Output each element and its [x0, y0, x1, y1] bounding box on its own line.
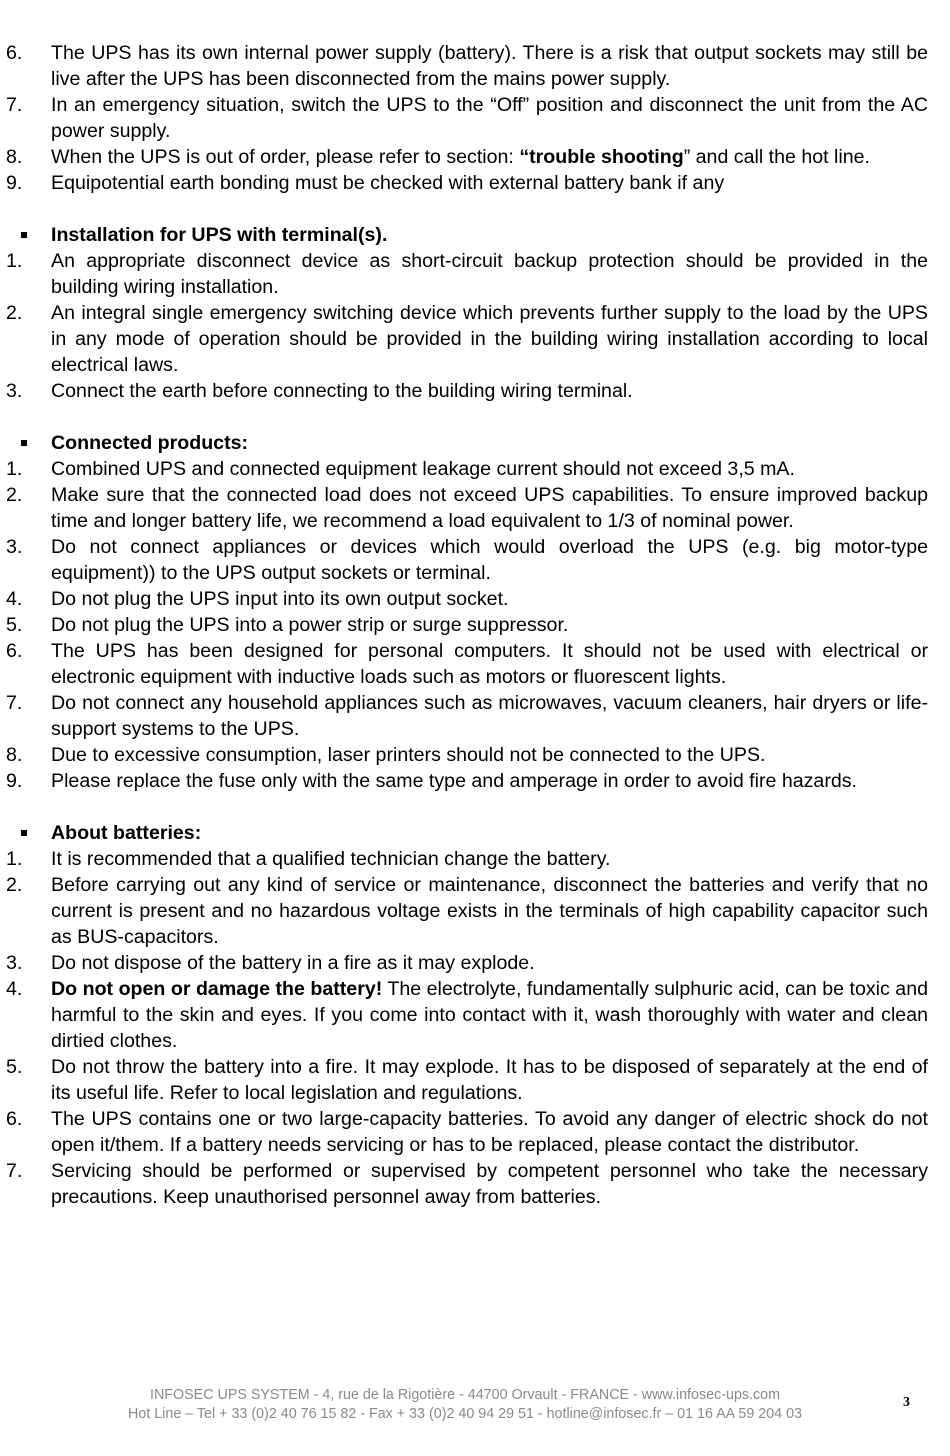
- list-item-text: Servicing should be performed or supervised by competent personnel who take the necessary precautions. Keep unauthorised personnel away from batteries.: [51, 1160, 928, 1208]
- list-item-text: ” and call the hot line.: [683, 146, 870, 168]
- list-item: [0, 482, 950, 534]
- footer-address: INFOSEC UPS SYSTEM - 4, rue de la Rigotière - 44700 Orvault - FRANCE - www.infosec-ups.com: [149, 1387, 781, 1403]
- square-bullet-icon: [21, 232, 27, 238]
- page-number: 3: [903, 1395, 910, 1410]
- list-item-number: 9.: [6, 770, 23, 792]
- section-heading: [0, 820, 950, 846]
- list-item-number: 5.: [6, 1056, 23, 1078]
- numbered-list: [0, 456, 950, 794]
- list-item-text: The UPS has its own internal power supply (battery). There is a risk that output sockets may still be live after the UPS has been disconnected from the mains power supply.: [51, 42, 928, 90]
- list-item-number: 3.: [6, 952, 23, 974]
- list-item-text: Do not dispose of the battery in a fire as it may explode.: [51, 952, 535, 974]
- list-item: [0, 690, 950, 742]
- list-item: [0, 40, 950, 92]
- list-item: [0, 976, 950, 1054]
- list-item: [0, 92, 950, 144]
- list-item-text: Before carrying out any kind of service or maintenance, disconnect the batteries and verify that no current is present and no hazardous voltage exists in the terminals of high capability capacitor such as BUS-capacitors.: [51, 874, 928, 948]
- list-item-number: 8.: [6, 744, 23, 766]
- list-item: [0, 248, 950, 300]
- list-item-number: 9.: [6, 172, 23, 194]
- list-item-text: Do not plug the UPS input into its own output socket.: [51, 588, 509, 610]
- list-item: [0, 300, 950, 378]
- list-item-number: 6.: [6, 1108, 23, 1130]
- list-item-number: 2.: [6, 302, 23, 324]
- list-item-text: It is recommended that a qualified technician change the battery.: [51, 848, 611, 870]
- list-item-number: 7.: [6, 692, 23, 714]
- list-item: [0, 534, 950, 586]
- list-item-number: 4.: [6, 588, 23, 610]
- section-heading: [0, 222, 950, 248]
- list-item-text: Equipotential earth bonding must be checked with external battery bank if any: [51, 172, 725, 194]
- list-item: [0, 612, 950, 638]
- list-item-text: Do not connect any household appliances such as microwaves, vacuum cleaners, hair dryers or life-support systems to the UPS.: [51, 692, 928, 740]
- list-item-text: An integral single emergency switching device which prevents further supply to the load by the UPS in any mode of operation should be provided in the building wiring installation according to local electrical laws.: [51, 302, 928, 376]
- list-item-number: 5.: [6, 614, 23, 636]
- list-item: [0, 1054, 950, 1106]
- section-heading-text: Installation for UPS with terminal(s).: [51, 224, 388, 246]
- list-item-text: Combined UPS and connected equipment leakage current should not exceed 3,5 mA.: [51, 458, 795, 480]
- list-item: [0, 1158, 950, 1210]
- list-item-number: 2.: [6, 874, 23, 896]
- list-item-text: Connect the earth before connecting to the building wiring terminal.: [51, 380, 633, 402]
- list-item-number: 4.: [6, 978, 23, 1000]
- list-item: [0, 1106, 950, 1158]
- list-item: [0, 872, 950, 950]
- list-item-text: The UPS has been designed for personal computers. It should not be used with electrical or electronic equipment with inductive loads such as motors or fluorescent lights.: [51, 640, 928, 688]
- section-heading-text: Connected products:: [51, 432, 249, 454]
- list-item: [0, 586, 950, 612]
- list-item-number: 7.: [6, 94, 23, 116]
- list-item-number: 6.: [6, 640, 23, 662]
- list-item-number: 7.: [6, 1160, 23, 1182]
- footer: [0, 1387, 950, 1427]
- list-item-text: Do not connect appliances or devices which would overload the UPS (e.g. big motor-type equipment)) to the UPS output sockets or terminal.: [51, 536, 928, 584]
- list-item-text: In an emergency situation, switch the UPS to the “Off” position and disconnect the unit from the AC power supply.: [51, 94, 928, 142]
- list-item-number: 1.: [6, 848, 23, 870]
- list-item: [0, 378, 950, 404]
- list-item-number: 1.: [6, 458, 23, 480]
- list-item-number: 3.: [6, 380, 23, 402]
- list-item-number: 1.: [6, 250, 23, 272]
- list-item-text: Do not throw the battery into a fire. It may explode. It has to be disposed of separately at the end of its useful life. Refer to local legislation and regulations.: [51, 1056, 928, 1104]
- list-item-emphasis: “trouble shooting: [519, 146, 684, 168]
- footer-contact: Hot Line – Tel + 33 (0)2 40 76 15 82 - Fax + 33 (0)2 40 94 29 51 - hotline@infosec.fr – 01 16 AA 59 204 03: [128, 1406, 802, 1422]
- numbered-list: [0, 248, 950, 404]
- section-heading: [0, 430, 950, 456]
- list-item-number: 2.: [6, 484, 23, 506]
- list-item-text: Make sure that the connected load does not exceed UPS capabilities. To ensure improved backup time and longer battery life, we recommend a load equivalent to 1/3 of nominal power.: [51, 484, 928, 532]
- list-item-number: 6.: [6, 42, 23, 64]
- list-item: [0, 170, 950, 196]
- list-item-text: The UPS contains one or two large-capacity batteries. To avoid any danger of electric shock do not open it/them. If a battery needs servicing or has to be replaced, please contact the distributor.: [51, 1108, 928, 1156]
- list-item-text: Due to excessive consumption, laser printers should not be connected to the UPS.: [51, 744, 766, 766]
- section-heading-text: About batteries:: [51, 822, 202, 844]
- list-item: [0, 638, 950, 690]
- list-item-emphasis: Do not open or damage the battery!: [51, 978, 383, 1000]
- list-item: [0, 950, 950, 976]
- list-item-text: When the UPS is out of order, please refer to section:: [51, 146, 520, 168]
- numbered-list: [0, 846, 950, 1210]
- list-item-text: Please replace the fuse only with the same type and amperage in order to avoid fire hazards.: [51, 770, 857, 792]
- list-item: [0, 742, 950, 768]
- list-item-text: Do not plug the UPS into a power strip or surge suppressor.: [51, 614, 569, 636]
- list-item: [0, 846, 950, 872]
- square-bullet-icon: [21, 830, 27, 836]
- list-item-number: 8.: [6, 146, 23, 168]
- list-item: [0, 456, 950, 482]
- list-item-text: An appropriate disconnect device as short-circuit backup protection should be provided in the building wiring installation.: [51, 250, 928, 298]
- numbered-list: [0, 40, 950, 196]
- list-item-text: The electrolyte, fundamentally sulphuric acid, can be toxic and harmful to the skin and eyes. If you come into contact with it, wash thoroughly with water and clean dirtied clothes.: [51, 978, 928, 1052]
- list-item: [0, 768, 950, 794]
- list-item-number: 3.: [6, 536, 23, 558]
- document-body: [0, 40, 950, 1210]
- square-bullet-icon: [21, 440, 27, 446]
- list-item: [0, 144, 950, 170]
